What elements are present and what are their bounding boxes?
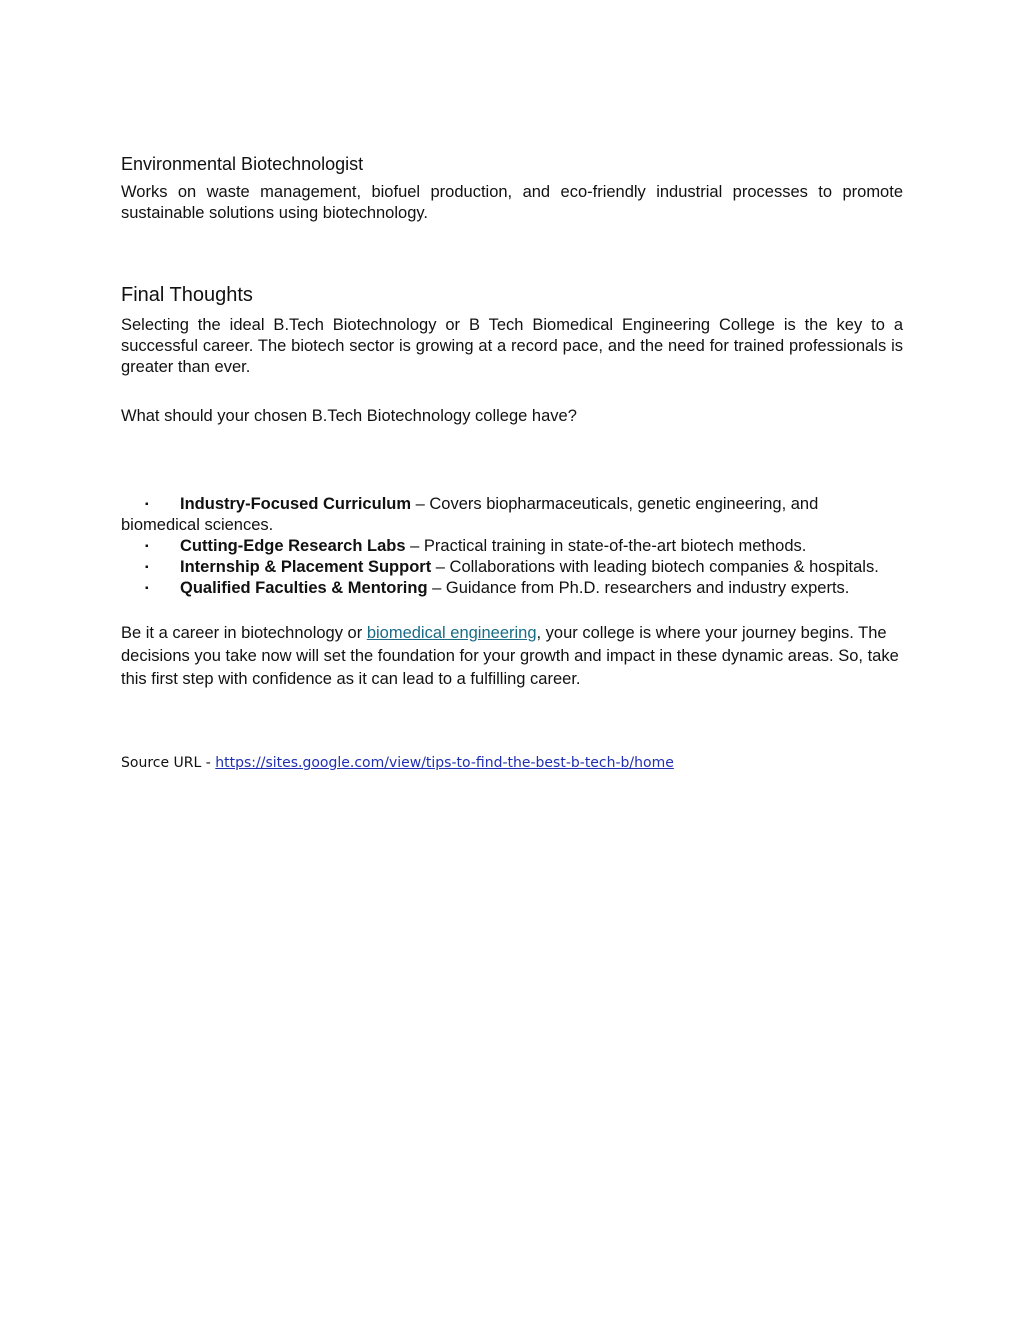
spacer xyxy=(121,599,903,622)
bullet-square-icon: ▪ xyxy=(145,541,149,552)
list-item-text: – Collaborations with leading biotech companies & hospitals. xyxy=(431,558,879,576)
document-content xyxy=(121,152,903,773)
closing-text-before: Be it a career in biotechnology or xyxy=(121,624,367,642)
closing-paragraph xyxy=(121,622,903,691)
bullet-square-icon: ▪ xyxy=(145,499,149,510)
spacer xyxy=(121,691,903,753)
section-body-final-thoughts: Selecting the ideal B.Tech Biotechnology or B Tech Biomedical Engineering College is the key to a successful career. The biotech sector is growing at a record pace, and the need for trained professionals is greater than ever. xyxy=(121,316,903,376)
section-heading-final-thoughts: Final Thoughts xyxy=(121,284,253,306)
list-item-title: Industry-Focused Curriculum xyxy=(180,495,412,513)
section-body-environmental-biotechnologist: Works on waste management, biofuel production, and eco-friendly industrial processes to promote sustainable solutions using biotechnology. xyxy=(121,183,903,222)
spacer xyxy=(121,427,903,494)
question-text: What should your chosen B.Tech Biotechnology college have? xyxy=(121,407,577,425)
list-item xyxy=(121,578,881,599)
list-item-title: Qualified Faculties & Mentoring xyxy=(180,579,428,597)
list-item xyxy=(121,557,881,578)
list-item xyxy=(121,494,881,536)
list-item-title: Cutting-Edge Research Labs xyxy=(180,537,406,555)
source-label: Source URL - xyxy=(121,755,216,771)
source-url-link[interactable]: https://sites.google.com/view/tips-to-find-the-best-b-tech-b/home xyxy=(215,755,674,771)
list-item-text: – Practical training in state-of-the-art biotech methods. xyxy=(405,537,807,555)
section-heading-environmental-biotechnologist: Environmental Biotechnologist xyxy=(121,154,364,174)
list-item-text: – Guidance from Ph.D. researchers and industry experts. xyxy=(427,579,850,597)
closing-text-after: , your college is where your journey begins. The decisions you take now will set the foundation for your growth and impact in these dynamic areas. So, take this first step with confidence as it can lead to a fulfilling career. xyxy=(121,624,899,688)
bullet-square-icon: ▪ xyxy=(145,562,149,573)
spacer xyxy=(121,378,903,406)
biomedical-engineering-link[interactable]: biomedical engineering xyxy=(366,624,537,642)
list-item-title: Internship & Placement Support xyxy=(180,558,432,576)
feature-list xyxy=(121,494,881,599)
spacer xyxy=(121,224,903,282)
source-line xyxy=(121,753,903,773)
list-item xyxy=(121,536,881,557)
bullet-square-icon: ▪ xyxy=(145,583,149,594)
list-item-text: – Covers biopharmaceuticals, genetic engineering, and biomedical sciences. xyxy=(121,495,819,534)
